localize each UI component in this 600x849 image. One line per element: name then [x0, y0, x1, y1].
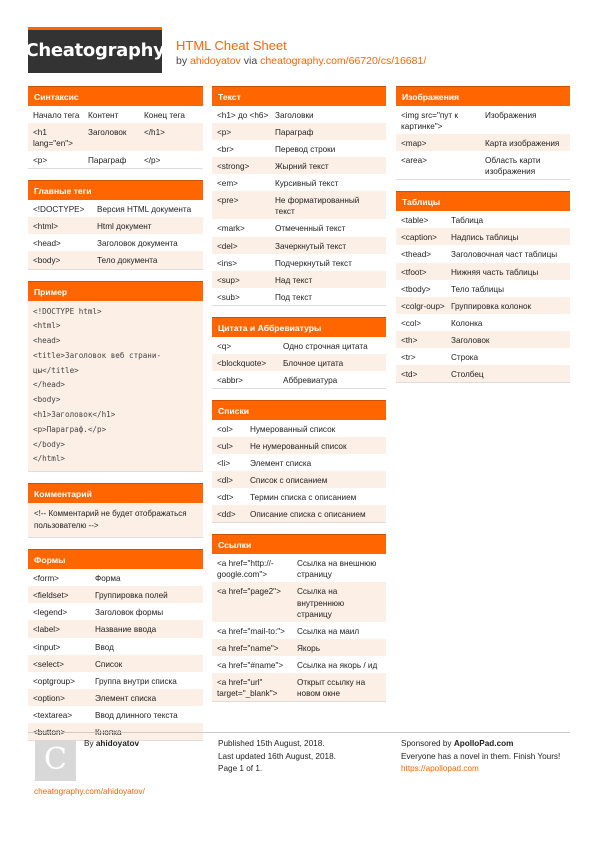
- section-title: Списки: [212, 400, 386, 420]
- code-line: </head>: [33, 380, 66, 390]
- section-title: Формы: [28, 549, 203, 569]
- sponsor-name[interactable]: ApolloPad.com: [453, 739, 514, 748]
- description-cell: Группировка колонок: [451, 301, 532, 311]
- description-cell: Нижняя часть таблицы: [451, 267, 539, 277]
- table-row: [28, 638, 203, 655]
- tag-cell: <tr>: [401, 352, 416, 362]
- tag-cell: <sup>: [217, 275, 240, 285]
- description-cell: Группа внутри списка: [95, 676, 177, 686]
- cheatography-logo[interactable]: [25, 27, 165, 73]
- description-cell: Блочное цитата: [283, 358, 344, 368]
- code-line: <head>: [33, 336, 61, 346]
- description-cell: Одно строчная цитата: [283, 341, 368, 351]
- description-cell: Подчеркнутый текст: [275, 258, 352, 268]
- description-cell: Термин списка с описанием: [250, 493, 357, 503]
- description-cell: Параграф: [275, 128, 314, 138]
- code-line: цы</title>: [33, 365, 79, 375]
- tag-cell: <area>: [401, 156, 427, 166]
- table-row: [28, 106, 203, 123]
- table-row: [28, 672, 203, 689]
- table-row: [396, 348, 570, 365]
- tag-cell: <img src="пут к картинке">: [401, 111, 458, 132]
- tag-cell: <legend>: [33, 608, 68, 618]
- table-row: [28, 123, 203, 151]
- code-line: <title>Заголовок веб страни-: [33, 350, 162, 360]
- description-cell: Не нумерованный список: [250, 442, 347, 451]
- description-cell: Ссылка на якорь / ид: [297, 660, 378, 670]
- page-title: HTML Cheat Sheet: [176, 38, 287, 53]
- tag-cell: <map>: [401, 139, 427, 149]
- table-row: [28, 620, 203, 637]
- section-title: Таблицы: [396, 191, 570, 211]
- published-date: Published 15th August, 2018.: [218, 739, 325, 748]
- logo-text: Cheatography: [25, 40, 165, 62]
- tag-cell: <select>: [33, 659, 64, 669]
- sponsor-text: Everyone has a novel in them. Finish Yours!: [401, 751, 561, 761]
- description-cell: Тело таблицы: [451, 284, 504, 294]
- table-row: [212, 288, 386, 305]
- tag-cell: <body>: [33, 256, 61, 266]
- description-cell: </p>: [144, 156, 161, 166]
- author-link[interactable]: ahidoyatov: [190, 55, 241, 67]
- code-line: <html>: [33, 321, 61, 331]
- description-cell: Группировка полей: [95, 591, 168, 601]
- table-row: [28, 217, 203, 234]
- table-row: [212, 554, 386, 582]
- tag-cell: <del>: [217, 241, 238, 251]
- tag-cell: <a href="http://-google.com">: [217, 559, 274, 580]
- section-title: Ссылки: [212, 534, 386, 554]
- column-1: [28, 86, 203, 752]
- table-row: [212, 673, 386, 701]
- tag-cell: <optgroup>: [33, 676, 75, 686]
- tag-cell: <option>: [33, 693, 65, 703]
- tag-cell: <table>: [401, 216, 429, 226]
- description-cell: Надпись таблицы: [451, 233, 519, 243]
- description-cell: Кнопка: [95, 727, 122, 737]
- description-cell: Заголовок документа: [97, 239, 178, 249]
- table-row: [212, 582, 386, 621]
- description-cell: Конец тега: [144, 111, 185, 120]
- tag-cell: <sub>: [217, 292, 240, 302]
- description-cell: Над текст: [275, 275, 313, 285]
- description-cell: Версия HTML документа: [97, 205, 192, 215]
- table-row: [212, 140, 386, 157]
- tag-cell: <form>: [33, 574, 59, 584]
- section-title: Комментарий: [28, 483, 203, 503]
- description-cell: Изображения: [485, 111, 537, 120]
- description-cell: Таблица: [451, 216, 484, 226]
- description-cell: Заголовок: [451, 335, 490, 345]
- tag-cell: <p>: [217, 128, 232, 138]
- tag-cell: <pre>: [217, 196, 239, 206]
- footer-author-name[interactable]: ahidoyatov: [95, 739, 140, 748]
- tag-cell: <abbr>: [217, 375, 243, 385]
- description-cell: Строка: [451, 352, 479, 362]
- table-row: [212, 157, 386, 174]
- description-cell: Заголовки: [275, 111, 314, 120]
- section-title: Главные теги: [28, 180, 203, 200]
- tag-cell: <ins>: [217, 258, 238, 268]
- tag-cell: <em>: [217, 179, 238, 189]
- tag-cell: <dd>: [217, 510, 236, 520]
- footer-sponsor: [401, 738, 571, 776]
- code-line: <!DOCTYPE html>: [33, 306, 102, 316]
- code-line: </body>: [33, 439, 66, 449]
- images-section: [396, 86, 570, 180]
- description-cell: Зачеркнутый текст: [275, 241, 347, 251]
- description-cell: Список с описанием: [250, 476, 328, 486]
- description-cell: Не форматированный текст: [275, 196, 360, 217]
- tag-cell: <a href="#name">: [217, 660, 284, 670]
- table-row: [396, 151, 570, 179]
- table-row: [212, 505, 386, 522]
- table-row: [396, 280, 570, 297]
- tag-cell: <blockquote>: [217, 358, 267, 368]
- table-row: [28, 586, 203, 603]
- description-cell: Область карти изображения: [485, 156, 541, 177]
- table-row: [28, 200, 203, 217]
- table-row: [212, 237, 386, 254]
- description-cell: Столбец: [451, 369, 484, 379]
- tag-cell: <a href="name">: [217, 643, 279, 653]
- byline-by: by: [176, 55, 191, 67]
- table-row: [396, 365, 570, 382]
- footer-by-label: By: [84, 739, 96, 748]
- tag-cell: <mark>: [217, 224, 245, 234]
- table-row: [396, 263, 570, 280]
- byline: [176, 54, 426, 68]
- table-row: [396, 134, 570, 151]
- description-cell: Аббревиатура: [283, 375, 338, 385]
- tag-cell: <html>: [33, 222, 59, 232]
- description-cell: Ссылка на внутреннюю страницу: [297, 587, 345, 619]
- description-cell: Заголовок формы: [95, 608, 164, 618]
- table-row: [212, 437, 386, 454]
- footer-author-url[interactable]: [34, 786, 145, 799]
- code-line: <body>: [33, 395, 61, 405]
- description-cell: Параграф: [88, 156, 127, 166]
- table-row: [396, 297, 570, 314]
- table-row: [212, 471, 386, 488]
- description-cell: Элемент списка: [250, 459, 312, 469]
- code-line: </html>: [33, 454, 66, 464]
- syntax-section: [28, 86, 203, 169]
- footer-dates: [218, 738, 336, 776]
- table-row: [396, 331, 570, 348]
- table-row: [28, 234, 203, 251]
- tag-cell: <caption>: [401, 233, 437, 243]
- section-title: Пример: [28, 281, 203, 301]
- table-row: [28, 251, 203, 268]
- tag-cell: <td>: [401, 369, 418, 379]
- table-row: [396, 245, 570, 262]
- table-row: [28, 569, 203, 586]
- description-cell: Колонка: [451, 318, 483, 328]
- description-cell: Описание списка с описанием: [250, 510, 366, 520]
- description-cell: Отмеченный текст: [275, 224, 346, 234]
- description-cell: Заголовок: [88, 128, 127, 138]
- footer-author: [84, 738, 139, 751]
- description-cell: Название ввода: [95, 625, 157, 635]
- section-title: Цитата и Аббревиатуры: [212, 317, 386, 337]
- table-row: [212, 420, 386, 437]
- page-number: Page 1 of 1.: [218, 764, 263, 774]
- description-cell: </h1>: [144, 128, 165, 138]
- table-row: [212, 106, 386, 123]
- updated-date: Last updated 16th August, 2018.: [218, 751, 336, 761]
- table-row: [212, 454, 386, 471]
- table-row: [396, 106, 570, 134]
- table-row: [212, 639, 386, 656]
- table-row: [212, 174, 386, 191]
- tag-cell: <thead>: [401, 250, 432, 260]
- description-cell: Html документ: [97, 222, 152, 232]
- tag-cell: <colgr-oup>: [401, 301, 445, 311]
- author-url-link[interactable]: cheatography.com/ahidoyatov/: [34, 787, 145, 796]
- section-title: Синтаксис: [28, 86, 203, 106]
- sheet-url-link[interactable]: cheatography.com/66720/cs/16681/: [260, 55, 427, 67]
- table-row: [28, 689, 203, 706]
- table-row: [28, 603, 203, 620]
- table-row: [212, 656, 386, 673]
- tag-cell: <a href="page2">: [217, 587, 281, 597]
- tag-cell: <col>: [401, 318, 422, 328]
- table-row: [212, 254, 386, 271]
- byline-via: via: [240, 55, 261, 67]
- tag-cell: <!DOCTYPE>: [33, 205, 85, 215]
- tag-cell: <label>: [33, 625, 60, 635]
- code-line: <h1>Заголовок</h1>: [33, 410, 116, 420]
- description-cell: Карта изображения: [485, 139, 560, 149]
- lists-section: [212, 400, 386, 523]
- tag-cell: <dl>: [217, 476, 233, 486]
- tag-cell: <fieldset>: [33, 591, 69, 601]
- tag-cell: <a href="url" target="_blank">: [217, 677, 278, 698]
- comment-text: <!-- Комментарий не будет отображаться пользователю -->: [28, 503, 203, 537]
- footer-divider: [28, 732, 570, 733]
- tag-cell: <dt>: [217, 493, 234, 503]
- main-tags-section: [28, 180, 203, 269]
- comment-section: [28, 483, 203, 538]
- column-3: [396, 86, 570, 394]
- tag-cell: <a href="mail-to:">: [217, 626, 285, 636]
- description-cell: Форма: [95, 574, 121, 584]
- description-cell: Открыт ссылку на новом окне: [297, 677, 366, 698]
- description-cell: Перевод строки: [275, 145, 336, 155]
- description-cell: Список: [95, 659, 123, 669]
- table-row: [212, 123, 386, 140]
- tag-cell: <q>: [217, 341, 232, 351]
- table-row: [212, 488, 386, 505]
- description-cell: Ввод: [95, 642, 114, 652]
- tag-cell: Начало тега: [33, 111, 80, 120]
- tag-cell: <ol>: [217, 424, 233, 434]
- tag-cell: <strong>: [217, 162, 250, 172]
- tag-cell: <textarea>: [33, 710, 73, 720]
- table-row: [396, 228, 570, 245]
- description-cell: Ссылка на маил: [297, 626, 360, 636]
- description-cell: Под текст: [275, 292, 313, 302]
- table-row: [212, 354, 386, 371]
- table-row: [28, 151, 203, 168]
- forms-section: [28, 549, 203, 741]
- table-row: [212, 271, 386, 288]
- table-row: [212, 622, 386, 639]
- tag-cell: <th>: [401, 335, 418, 345]
- description-cell: Жырний текст: [275, 162, 329, 172]
- tag-cell: <li>: [217, 459, 231, 469]
- tag-cell: <button>: [33, 727, 66, 737]
- quotes-section: [212, 317, 386, 389]
- links-section: [212, 534, 386, 702]
- author-avatar[interactable]: C: [35, 740, 76, 781]
- tag-cell: <br>: [217, 145, 234, 155]
- description-cell: Ссылка на внешнюю страницу: [297, 559, 377, 580]
- example-section: [28, 281, 203, 473]
- code-line: <p>Параграф.</p>: [33, 424, 107, 434]
- description-cell: Ввод длинного текста: [95, 710, 178, 720]
- table-row: [212, 191, 386, 219]
- description-cell: Курсивный текст: [275, 179, 339, 189]
- column-2: [212, 86, 386, 713]
- tag-cell: <ul>: [217, 442, 233, 451]
- tag-cell: <tfoot>: [401, 267, 427, 277]
- tables-section: [396, 191, 570, 383]
- table-row: [28, 706, 203, 723]
- sponsor-url-link[interactable]: https://apollopad.com: [401, 764, 479, 774]
- table-row: [396, 211, 570, 228]
- table-row: [28, 655, 203, 672]
- description-cell: Тело документа: [97, 256, 158, 266]
- tag-cell: <h1> до <h6>: [217, 111, 269, 120]
- section-title: Текст: [212, 86, 386, 106]
- description-cell: Элемент списка: [95, 693, 157, 703]
- section-title: Изображения: [396, 86, 570, 106]
- description-cell: Заголовочная част таблицы: [451, 250, 558, 260]
- tag-cell: <input>: [33, 642, 61, 652]
- tag-cell: <h1 lang="en">: [33, 128, 73, 149]
- tag-cell: <head>: [33, 239, 61, 249]
- table-row: [212, 337, 386, 354]
- table-row: [212, 219, 386, 236]
- table-row: [212, 371, 386, 388]
- tag-cell: <tbody>: [401, 284, 431, 294]
- sponsor-prefix: Sponsored by: [401, 739, 454, 748]
- description-cell: Якорь: [297, 643, 320, 653]
- description-cell: Контент: [88, 111, 119, 120]
- text-section: [212, 86, 386, 306]
- description-cell: Нумерованный список: [250, 424, 336, 434]
- table-row: [396, 314, 570, 331]
- tag-cell: <p>: [33, 156, 48, 166]
